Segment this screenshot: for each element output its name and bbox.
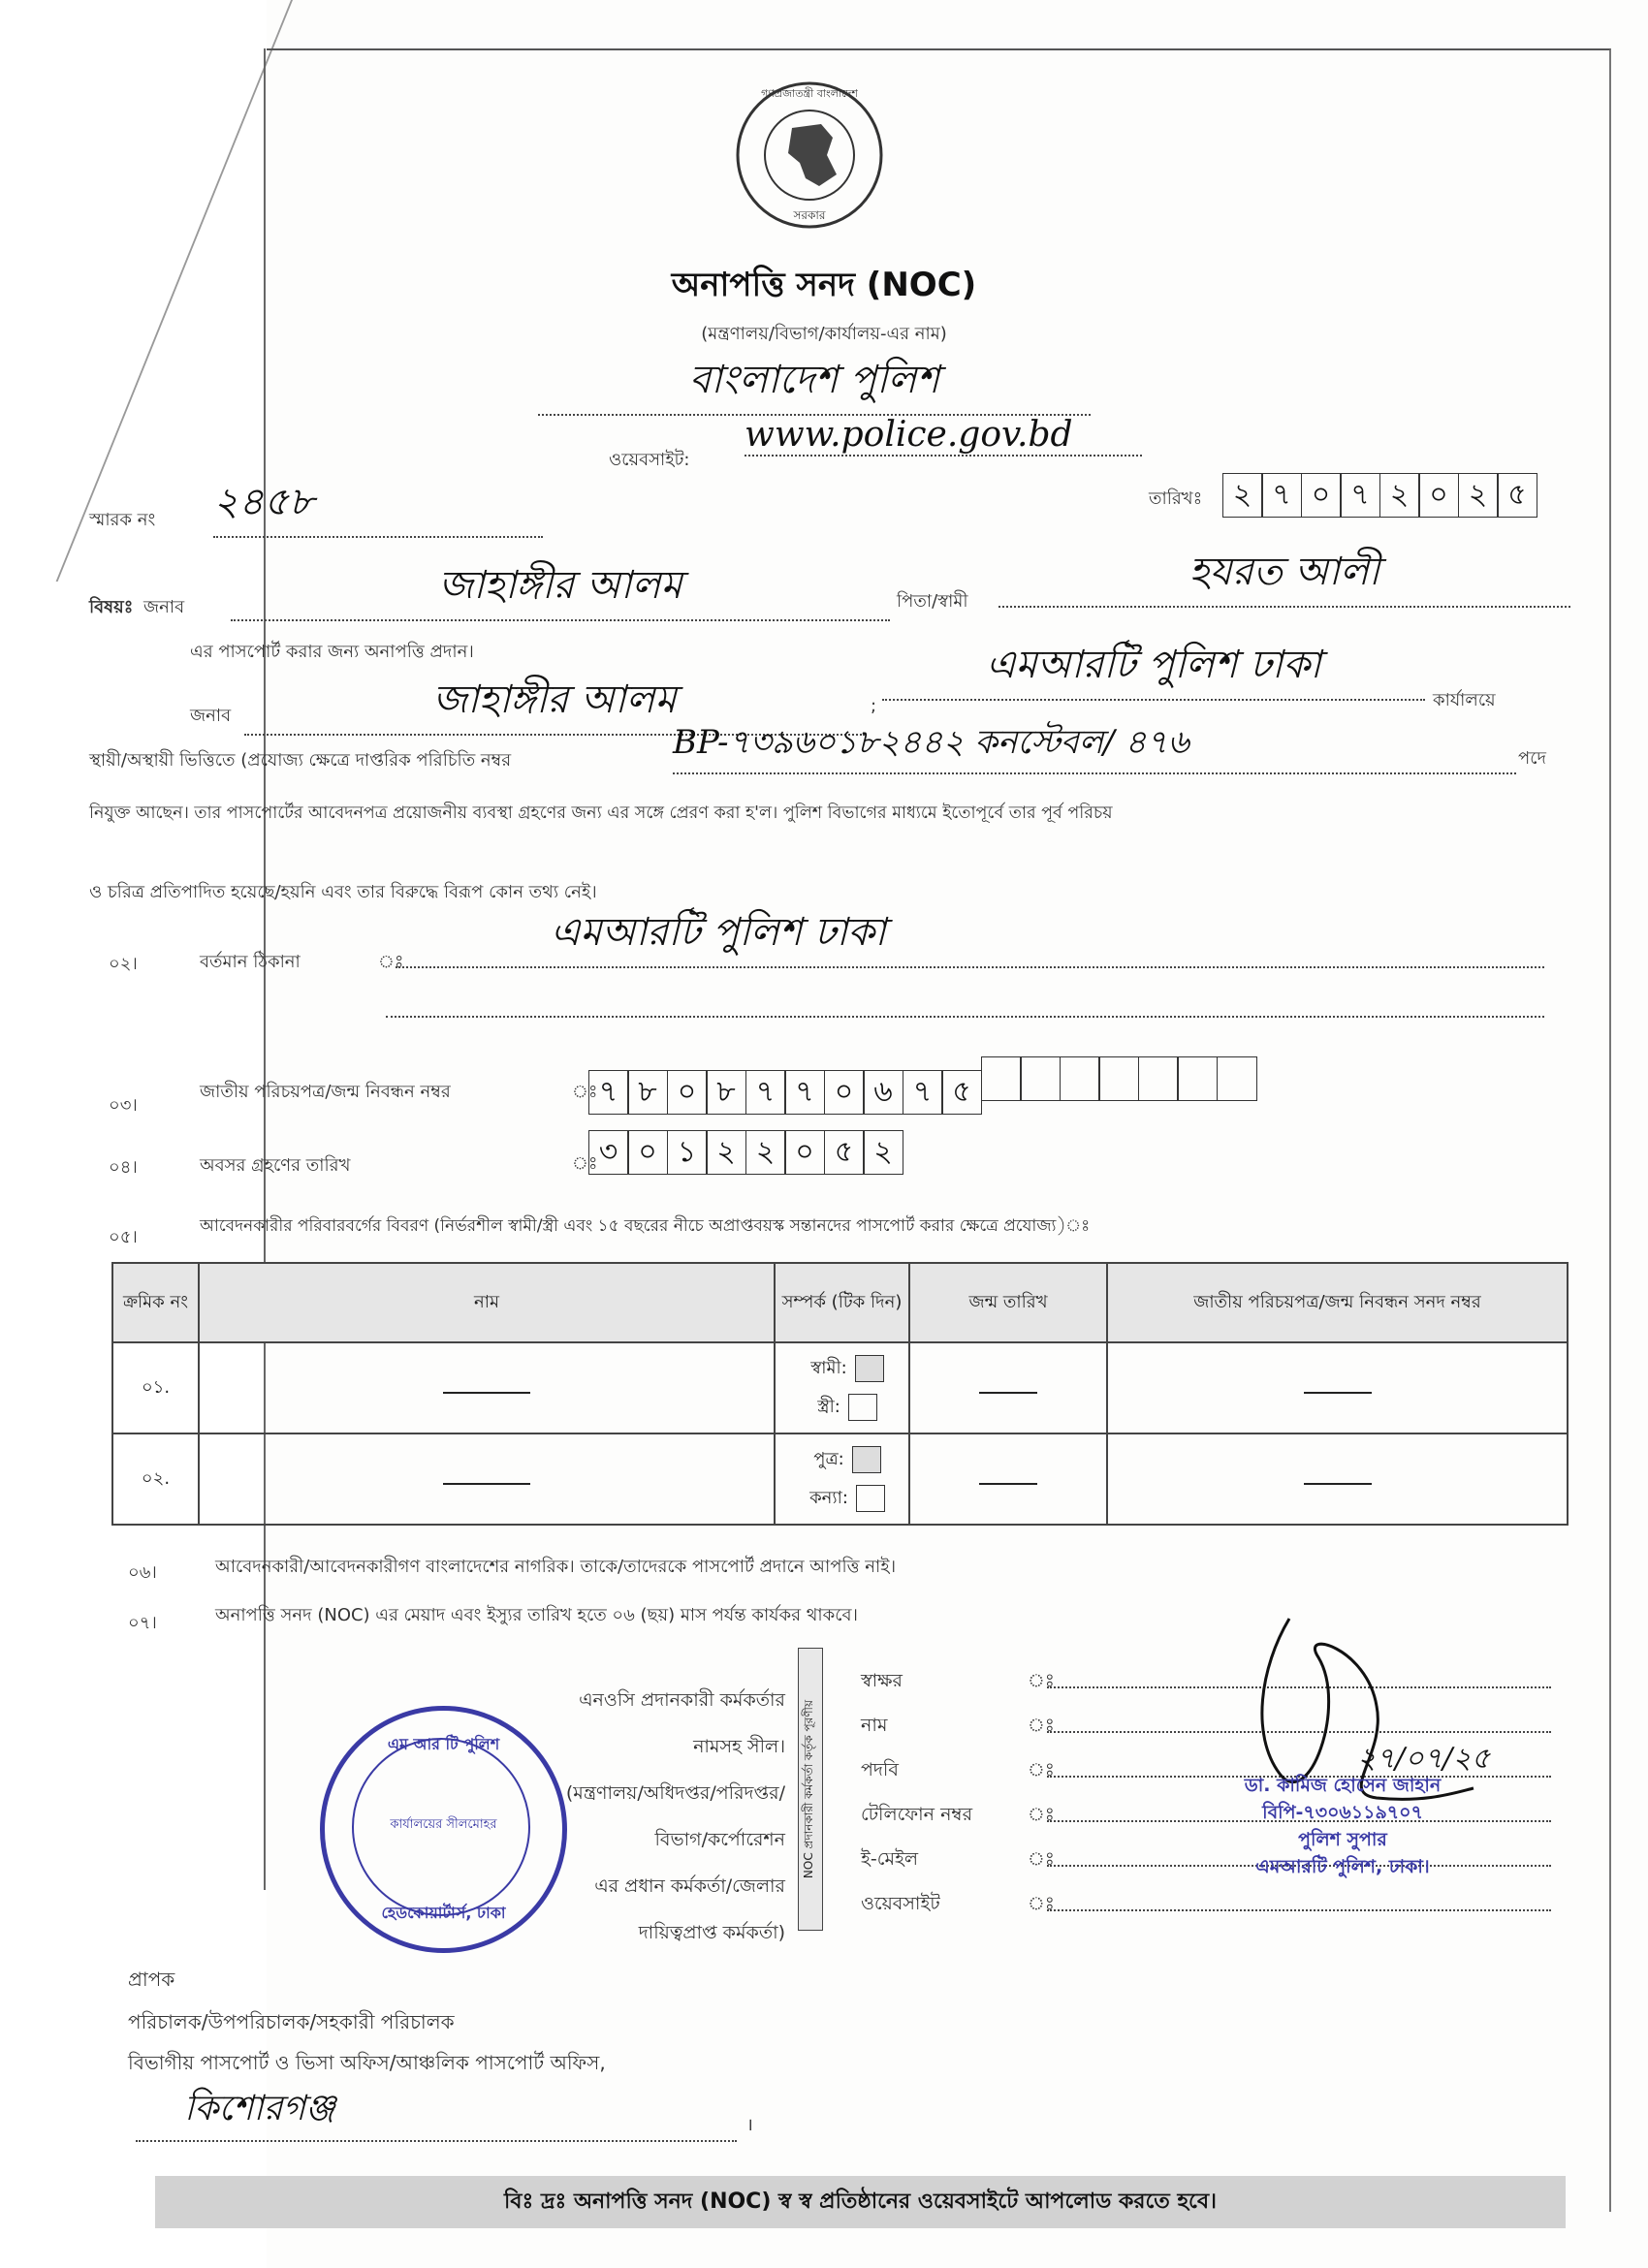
nid-digit-box — [1217, 1056, 1257, 1101]
footer-note: বিঃ দ্রঃ অনাপত্তি সনদ (NOC) স্ব স্ব প্রতিষ্ঠানের ওয়েবসাইটে আপলোড করতে হবে। — [155, 2176, 1566, 2228]
spouse-husband-checkbox[interactable] — [855, 1355, 884, 1382]
subject-purpose: এর পাসপোর্ট করার জন্য অনাপত্তি প্রদান। — [190, 642, 474, 662]
son-checkbox[interactable] — [852, 1446, 881, 1473]
officer-description-line: এনওসি প্রদানকারী কর্মকর্তার — [579, 1689, 785, 1711]
address-line-2 — [386, 1016, 1544, 1018]
nid-digit-box: ০ — [667, 1070, 708, 1115]
retirement-label: অবসর গ্রহণের তারিখ — [200, 1155, 351, 1176]
date-digit-box: ২ — [1379, 473, 1420, 518]
officer-field-row: নাম ঃ — [861, 1702, 1559, 1747]
nid-digit-box: ৬ — [863, 1070, 903, 1115]
date-boxes — [1223, 473, 1537, 518]
date-digit-box: ০ — [1418, 473, 1459, 518]
memo-label: স্মারক নং — [89, 510, 156, 530]
nid-digit-box: ৭ — [784, 1070, 825, 1115]
nid-digit-box — [1138, 1056, 1179, 1101]
official-id-value: BP-৭৩৯৬০১৮২৪৪২ কনস্টেবল/ ৪৭৬ — [673, 717, 1516, 774]
nid-digit-box — [1060, 1056, 1100, 1101]
body-name: জাহাঙ্গীর আলম — [244, 669, 865, 736]
family-table-header: ক্রমিক নং নাম সম্পর্ক (টিক দিন) জন্ম তারিখ জাতীয় পরিচয়পত্র/জন্ম নিবন্ধন সনদ নম্বর — [112, 1263, 1568, 1342]
nid-digit-box: ৭ — [745, 1070, 786, 1115]
officer-field-row: টেলিফোন নম্বর ঃ — [861, 1791, 1559, 1836]
officer-field-row: ওয়েবসাইট ঃ — [861, 1880, 1559, 1925]
website-label: ওয়েবসাইট: — [609, 450, 690, 470]
table-row: ০১. স্বামী: স্ত্রী: — [112, 1342, 1568, 1433]
nid-digit-box: ৮ — [706, 1070, 746, 1115]
recipient-place: কিশোরগঞ্জ — [136, 2082, 737, 2142]
retirement-digit-box: ০ — [627, 1130, 668, 1175]
subject-label: বিষয়ঃ — [89, 597, 134, 617]
subject-janab: জনাব — [143, 597, 185, 617]
nid-boxes — [589, 1056, 1257, 1115]
retirement-date-boxes — [589, 1130, 903, 1175]
spouse-wife-checkbox[interactable] — [848, 1394, 877, 1421]
ministry-caption: (মন্ত্রণালয়/বিভাগ/কার্যালয়-এর নাম) — [701, 324, 947, 344]
svg-text:সরকার: সরকার — [793, 208, 826, 222]
nid-digit-box — [1177, 1056, 1218, 1101]
retirement-digit-box: ১ — [667, 1130, 708, 1175]
ministry-name-field: বাংলাদেশ পুলিশ — [538, 349, 1091, 416]
recipient-label: প্রাপক — [128, 1968, 175, 1991]
website-value: www.police.gov.bd — [745, 415, 1142, 457]
noc-officer-vertical-label: NOC প্রদানকারী কর্মকর্তা কর্তৃক পূরণীয় — [798, 1648, 823, 1931]
date-label: তারিখঃ — [1149, 488, 1203, 509]
retirement-digit-box: ০ — [784, 1130, 825, 1175]
family-intro: আবেদনকারীর পরিবারবর্গের বিবরণ (নির্ভরশীল স্বামী/স্ত্রী এবং ১৫ বছরের নীচে অপ্রাপ্তবয়স্ক সন্তানদের পাসপোর্ট করার ক্ষেত্রে প্রযোজ্য)ঃ — [200, 1216, 1091, 1236]
body-paragraph-line2: ও চরিত্র প্রতিপাদিত হয়েছে/হয়নি এবং তার বিরুদ্ধে বিরূপ কোন তথ্য নেই। — [89, 882, 597, 902]
officer-stamp-line: ডা. কামিজ হোসেন জাহান — [1244, 1775, 1442, 1796]
retirement-digit-box: ৫ — [824, 1130, 865, 1175]
officer-stamp-line: এমআরটি পুলিশ, ঢাকা। — [1255, 1856, 1430, 1877]
officer-description-line: (মন্ত্রণালয়/অধিদপ্তর/পরিদপ্তর/ — [565, 1782, 785, 1804]
officer-field-row: স্বাক্ষর ঃ — [861, 1657, 1559, 1702]
daughter-checkbox[interactable] — [856, 1485, 885, 1512]
signature-date: ২৭/০৭/২৫ — [1357, 1742, 1491, 1776]
date-digit-box: ৭ — [1340, 473, 1380, 518]
officer-description-line: এর প্রধান কর্মকর্তা/জেলার — [594, 1875, 785, 1897]
retirement-digit-box: ২ — [745, 1130, 786, 1175]
nid-digit-box — [1098, 1056, 1139, 1101]
nid-digit-box: ৭ — [903, 1070, 943, 1115]
nid-digit-box: ৫ — [941, 1070, 982, 1115]
officer-stamp-line: বিপি-৭৩০৬১১৯৭০৭ — [1262, 1802, 1423, 1823]
date-digit-box: ৭ — [1261, 473, 1302, 518]
office-suffix: কার্যালয়ে — [1433, 690, 1496, 710]
nid-digit-box — [1020, 1056, 1061, 1101]
svg-text:গণপ্রজাতন্ত্রী বাংলাদেশ: গণপ্রজাতন্ত্রী বাংলাদেশ — [761, 87, 858, 100]
retirement-digit-box: ২ — [863, 1130, 903, 1175]
nid-digit-box: ০ — [824, 1070, 865, 1115]
nid-label: জাতীয় পরিচয়পত্র/জন্ম নিবন্ধন নম্বর — [200, 1082, 451, 1102]
officer-stamp-line: পুলিশ সুপার — [1298, 1829, 1387, 1850]
memo-number: ২৪৫৮ — [213, 471, 543, 538]
document-title: অনাপত্তি সনদ (NOC) — [671, 266, 977, 304]
officer-description-line: নামসহ সীল। — [693, 1736, 785, 1757]
table-row: ০২. পুত্র: কন্যা: — [112, 1433, 1568, 1525]
date-digit-box: ২ — [1458, 473, 1499, 518]
address-label: বর্তমান ঠিকানা — [200, 952, 301, 972]
officer-field-row: ই-মেইল ঃ — [861, 1836, 1559, 1880]
date-digit-box: ৫ — [1497, 473, 1537, 518]
clause-06: আবেদনকারী/আবেদনকারীগণ বাংলাদেশের নাগরিক। তাকে/তাদেরকে পাসপোর্ট প্রদানে আপত্তি নাই। — [215, 1557, 897, 1577]
father-label: পিতা/স্বামী — [897, 591, 968, 612]
body-paragraph-line1: নিযুক্ত আছেন। তার পাসপোর্টের আবেদনপত্র প্রয়োজনীয় ব্যবস্থা গ্রহণের জন্য এর সঙ্গে প্রেরণ করা হ'ল। পুলিশ বিভাগের মাধ্যমে ইতোপূর্বে তার পূর্ব পরিচয় — [89, 803, 1113, 823]
nid-digit-box: ৮ — [627, 1070, 668, 1115]
office-name: এমআরটি পুলিশ ঢাকা — [882, 634, 1425, 701]
permanent-temporary-text: স্থায়ী/অস্থায়ী ভিত্তিতে (প্রযোজ্য ক্ষেত্রে দাপ্তরিক পরিচিতি নম্বর — [89, 750, 512, 771]
present-address-value: এমআরটি পুলিশ ঢাকা — [396, 901, 1544, 968]
nid-digit-box — [981, 1056, 1022, 1101]
officer-stamp-text — [1188, 1772, 1498, 1880]
officer-description-line: দায়িত্বপ্রাপ্ত কর্মকর্তা) — [638, 1922, 785, 1943]
retirement-digit-box: ২ — [706, 1130, 746, 1175]
office-seal-stamp: এম আর টি পুলিশ কার্যালয়ের সীলমোহর হেডকোয়ার্টার্স, ঢাকা — [320, 1706, 567, 1953]
date-digit-box: ২ — [1222, 473, 1263, 518]
officer-field-row: পদবি ঃ — [861, 1747, 1559, 1791]
family-table — [111, 1262, 1569, 1526]
date-digit-box: ০ — [1301, 473, 1342, 518]
applicant-name: জাহাঙ্গীর আলম — [231, 554, 890, 621]
post-suffix: পদে — [1518, 748, 1546, 769]
officer-description-line: বিভাগ/কর্পোরেশন — [654, 1829, 785, 1850]
clause-07: অনাপত্তি সনদ (NOC) এর মেয়াদ এবং ইস্যুর তারিখ হতে ০৬ (ছয়) মাস পর্যন্ত কার্যকর থাকবে। — [215, 1605, 858, 1625]
retirement-digit-box: ৩ — [588, 1130, 629, 1175]
nid-digit-box: ৭ — [588, 1070, 629, 1115]
body-janab: জনাব — [190, 706, 232, 726]
government-seal-logo — [732, 78, 887, 233]
recipient-line2: বিভাগীয় পাসপোর্ট ও ভিসা অফিস/আঞ্চলিক পাসপোর্ট অফিস, — [128, 2051, 606, 2074]
recipient-line1: পরিচালক/উপপরিচালক/সহকারী পরিচালক — [128, 2010, 455, 2033]
father-name: হযরত আলী — [998, 541, 1570, 608]
